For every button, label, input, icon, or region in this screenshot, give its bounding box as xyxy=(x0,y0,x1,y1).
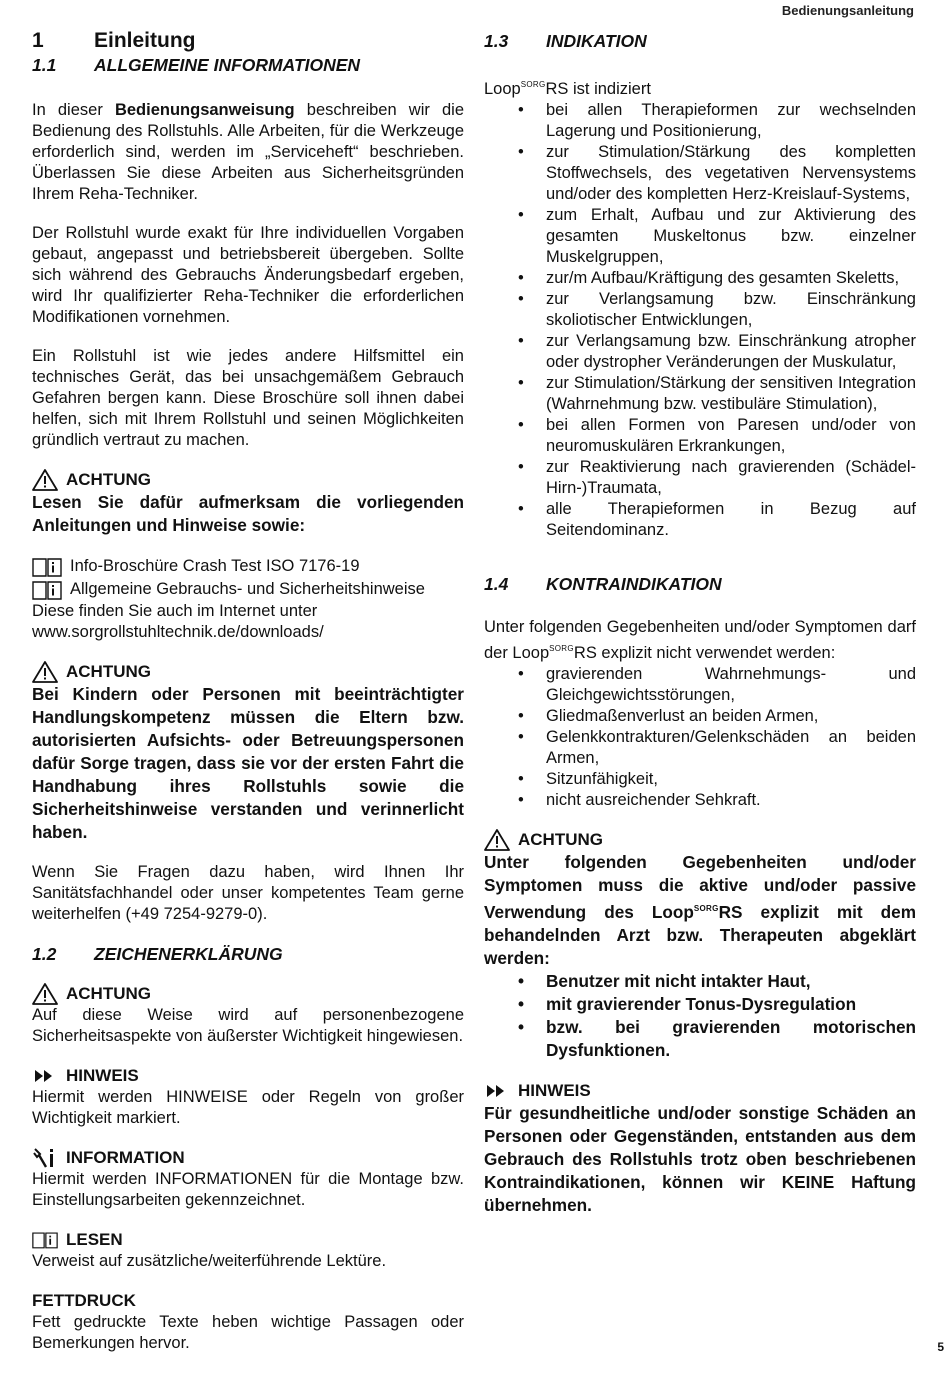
download-link[interactable]: www.sorgrollstuhltechnik.de/downloads/ xyxy=(32,623,324,641)
list-item: • Sitzunfähigkeit, xyxy=(484,769,916,790)
list-item: • zur Reaktivierung nach gravierenden (Schädel-Hirn-)Traumata, xyxy=(484,457,916,499)
book-icon xyxy=(32,557,66,577)
list-item: • zur/m Aufbau/Kräftigung des gesamten Skeletts, xyxy=(484,268,916,289)
text-run: In dieser xyxy=(32,101,115,119)
legend-achtung-heading xyxy=(32,983,464,1005)
reading-item-text: Info-Broschüre Crash Test ISO 7176-19 xyxy=(70,557,360,575)
text-run: RS ist indiziert xyxy=(545,80,651,98)
list-item: • Benutzer mit nicht intakter Haut, xyxy=(484,970,916,993)
list-item: • bei allen Therapieformen zur wechselnden Lagerung und Positionierung, xyxy=(484,100,916,142)
legend-fettdruck-label: FETTDRUCK xyxy=(32,1291,136,1310)
book-icon xyxy=(32,580,66,600)
list-item: • mit gravierender Tonus-Dysregulation xyxy=(484,993,916,1016)
brand-superscript: SORG xyxy=(693,904,719,913)
legend-lesen-heading xyxy=(32,1229,464,1251)
warning-heading xyxy=(32,469,464,491)
list-item: • alle Therapieformen in Bezug auf Seitendominanz. xyxy=(484,499,916,541)
legend-hinweis-heading xyxy=(32,1065,464,1087)
legend-text: Hiermit werden INFORMATIONEN für die Montage bzw. Einstellungsarbeiten gekennzeichnet. xyxy=(32,1170,464,1209)
list-item: • zur Stimulation/Stärkung des kompletten Stoffwechsels, des vegetativen Nervensystems und/oder des kompletten Herz-Kreislauf-Systems, xyxy=(484,142,916,205)
section-title: ZEICHENERKLÄRUNG xyxy=(94,944,283,964)
legend-label: HINWEIS xyxy=(66,1066,139,1085)
section-number: 1.3 xyxy=(484,31,509,51)
list-item: • zur Verlangsamung bzw. Einschränkung atropher oder dystropher Veränderungen der Muskulatur, xyxy=(484,331,916,373)
warning-triangle-icon xyxy=(484,829,512,851)
section-1-1-heading xyxy=(32,54,464,76)
legend-label: INFORMATION xyxy=(66,1148,185,1167)
wrench-info-icon xyxy=(32,1147,60,1169)
hinweis-heading xyxy=(484,1080,916,1102)
warning-triangle-icon xyxy=(32,469,60,491)
chapter-number: 1 xyxy=(32,29,44,52)
warning-text xyxy=(484,851,916,970)
text-run: Unter folgenden Gegebenheiten und/oder Symptomen darf der Loop xyxy=(484,618,916,662)
paragraph-intro xyxy=(32,100,464,205)
list-item: • nicht ausreichender Sehkraft. xyxy=(484,790,916,811)
warning-triangle-icon xyxy=(32,661,60,683)
text-run: Loop xyxy=(484,80,521,98)
bold-term: Bedienungsanweisung xyxy=(114,101,295,119)
indication-list xyxy=(484,100,916,541)
book-icon xyxy=(32,1229,60,1251)
left-column xyxy=(32,28,464,1354)
internet-hint: Diese finden Sie auch im Internet unter xyxy=(32,602,318,620)
warning-text: Bei Kindern oder Personen mit beeinträchtigter Handlungskompetenz müssen die Eltern bzw. autorisierten Aufsichts- oder Betreuungspersonen dafür Sorge tragen, dass sie vor der ersten Fahrt die Handhabung ihres Rollstuhls sowie die Sicherheitshinweise verstanden und verinnerlicht haben. xyxy=(32,684,464,842)
hinweis-text: Für gesundheitliche und/oder sonstige Schäden an Personen oder Gegenständen, entstanden aus dem Gebrauch des Rollstuhls trotz oben beschriebenen Kontraindikationen, können wir KEINE Haftung übernehmen. xyxy=(484,1103,916,1215)
right-column xyxy=(484,28,916,1217)
legend-information-heading xyxy=(32,1147,464,1169)
double-arrow-icon xyxy=(32,1065,60,1087)
indication-intro xyxy=(484,74,916,100)
section-1-2-heading xyxy=(32,943,464,965)
section-1-3-heading xyxy=(484,30,916,52)
list-item: • zur Verlangsamung bzw. Einschränkung skoliotischer Entwicklungen, xyxy=(484,289,916,331)
list-item: • zum Erhalt, Aufbau und zur Aktivierung des gesamten Muskeltonus bzw. einzelner Muskelgruppen, xyxy=(484,205,916,268)
contraindication-list xyxy=(484,664,916,811)
warning-heading xyxy=(484,829,916,851)
list-item: • bzw. bei gravierenden motorischen Dysfunktionen. xyxy=(484,1016,916,1062)
section-title: KONTRAINDIKATION xyxy=(546,574,722,594)
warning-text: Lesen Sie dafür aufmerksam die vorliegenden Anleitungen und Hinweise sowie: xyxy=(32,492,464,535)
text-run: RS explizit mit dem behandelnden Arzt bzw. Therapeuten abgeklärt werden: xyxy=(484,902,916,968)
section-number: 1.4 xyxy=(484,574,509,594)
reading-item xyxy=(32,555,464,578)
paragraph-individual: Der Rollstuhl wurde exakt für Ihre individuellen Vorgaben gebaut, angepasst und betriebsbereit übergeben. Sollte sich während des Gebrauchs Änderungsbedarf ergeben, wird Ihr qualifizierter Reha-Techniker die erforderlichen Modifikationen vornehmen. xyxy=(32,224,464,326)
list-item: • bei allen Formen von Paresen und/oder von neuromuskulären Erkrankungen, xyxy=(484,415,916,457)
legend-text: Auf diese Weise wird auf personenbezogene Sicherheitsaspekte von äußerster Wichtigkeit hingewiesen. xyxy=(32,1006,464,1045)
brand-superscript: SORG xyxy=(549,644,574,653)
reading-item-text: Allgemeine Gebrauchs- und Sicherheitshinweise xyxy=(70,580,425,598)
document-header: Bedienungsanleitung xyxy=(781,3,914,18)
legend-label: ACHTUNG xyxy=(66,984,151,1003)
section-number: 1.1 xyxy=(32,55,57,75)
hinweis-label: HINWEIS xyxy=(518,1081,591,1100)
chapter-heading xyxy=(32,28,464,54)
legend-text: Fett gedruckte Texte heben wichtige Passagen oder Bemerkungen hervor. xyxy=(32,1313,464,1352)
warning-label: ACHTUNG xyxy=(66,470,151,489)
text-run: beschreiben wir die Bedienung des Rollstuhls. Alle Arbeiten, für die Werkzeuge erforderlich sind, werden im „Serviceheft“ beschrieben. Überlassen Sie diese Arbeiten aus Sicherheitsgründen Ihrem Reha-Techniker. xyxy=(32,101,464,203)
contraindication-intro xyxy=(484,617,916,664)
list-item: • zur Stimulation/Stärkung der sensitiven Integration (Wahrnehmung bzw. vestibuläre Stimulation), xyxy=(484,373,916,415)
legend-text: Verweist auf zusätzliche/weiterführende Lektüre. xyxy=(32,1252,387,1270)
text-run: RS explizit nicht verwendet werden: xyxy=(573,644,836,662)
list-item: • Gelenkkontrakturen/Gelenkschäden an beiden Armen, xyxy=(484,727,916,769)
section-number: 1.2 xyxy=(32,944,57,964)
brand-superscript: SORG xyxy=(520,80,546,89)
warning-triangle-icon xyxy=(32,983,60,1005)
list-item: • Gliedmaßenverlust an beiden Armen, xyxy=(484,706,916,727)
page-number: 5 xyxy=(937,1340,944,1354)
warning-label: ACHTUNG xyxy=(66,662,151,681)
legend-text: Hiermit werden HINWEISE oder Regeln von großer Wichtigkeit markiert. xyxy=(32,1088,464,1127)
section-title: ALLGEMEINE INFORMATIONEN xyxy=(94,55,361,75)
warning-heading xyxy=(32,661,464,683)
paragraph-contact: Wenn Sie Fragen dazu haben, wird Ihnen Ihr Sanitätsfachhandel oder unser kompetentes Team gerne weiterhelfen (+49 7254-9279-0). xyxy=(32,863,464,923)
section-1-4-heading xyxy=(484,573,916,595)
text-run: Unter folgenden Gegebenheiten und/oder Symptomen muss die aktive und/oder passive Verwendung des Loop xyxy=(484,852,916,922)
list-item: • gravierenden Wahrnehmungs- und Gleichgewichtsstörungen, xyxy=(484,664,916,706)
warning-list xyxy=(484,970,916,1062)
section-title: INDIKATION xyxy=(546,31,647,51)
legend-label: LESEN xyxy=(66,1230,123,1249)
double-arrow-icon xyxy=(484,1080,512,1102)
warning-label: ACHTUNG xyxy=(518,830,603,849)
chapter-title: Einleitung xyxy=(94,29,196,52)
paragraph-risk: Ein Rollstuhl ist wie jedes andere Hilfsmittel ein technisches Gerät, das bei unsachgemäßem Gebrauch Gefahren bergen kann. Diese Broschüre soll ihnen dabei helfen, sich mit Ihrem Rollstuhl und seinen Möglichkeiten gründlich vertraut zu machen. xyxy=(32,347,464,449)
reading-item xyxy=(32,578,464,601)
